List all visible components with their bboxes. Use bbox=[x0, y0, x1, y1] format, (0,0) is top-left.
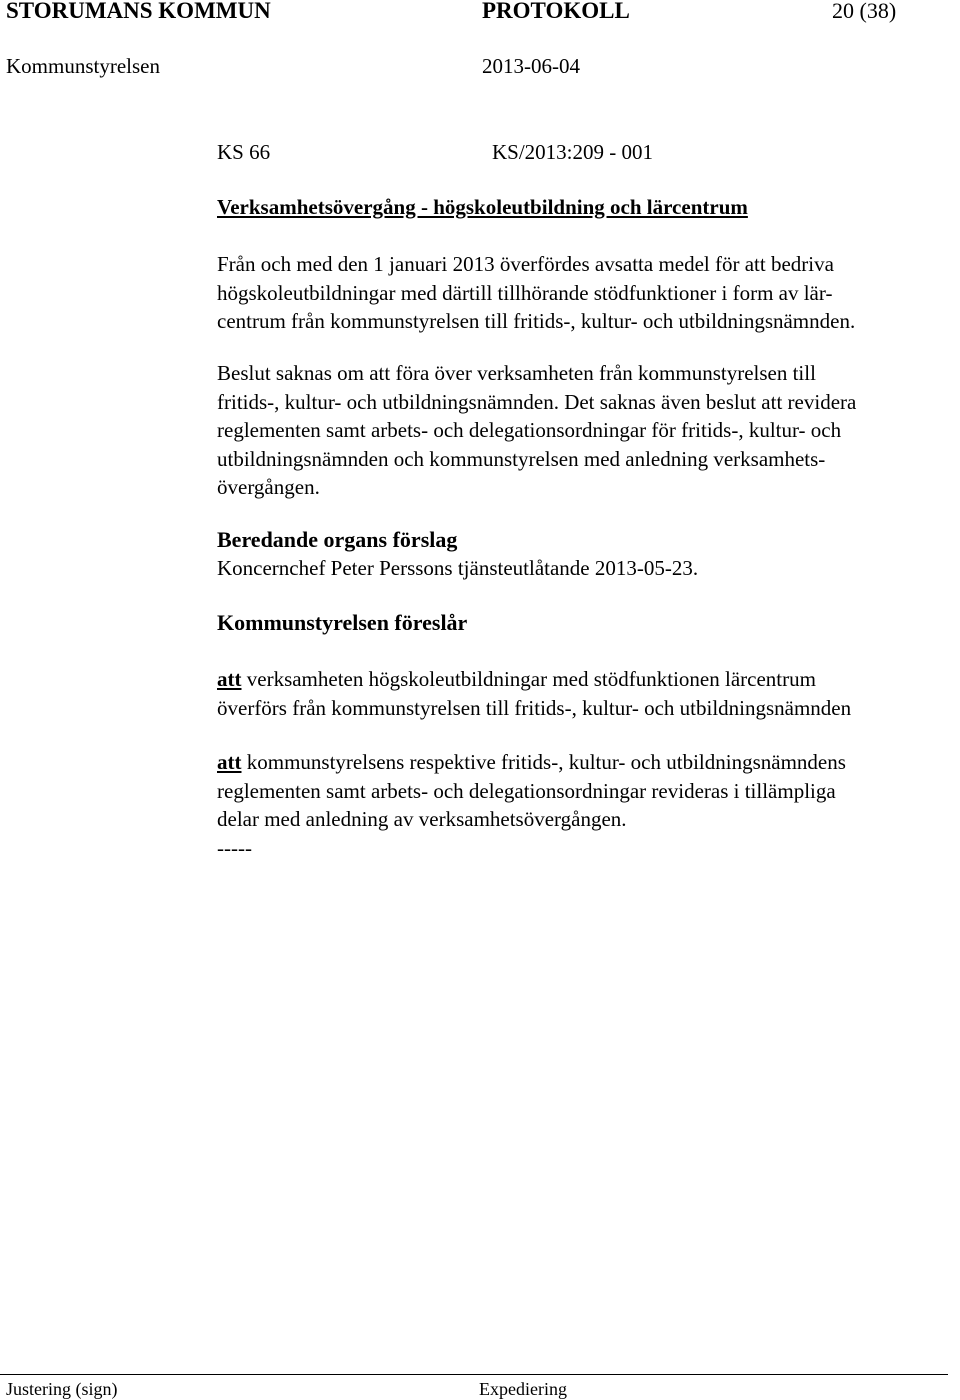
decision-item-2 bbox=[217, 748, 947, 862]
case-number: KS 66 bbox=[217, 140, 271, 164]
case-title: Verksamhetsövergång - högskoleutbildning och lärcentrum bbox=[217, 195, 748, 219]
case-reference: KS/2013:209 - 001 bbox=[492, 140, 654, 164]
decision-line: reglementen samt arbets- och delegationsordningar revideras i tillämpliga bbox=[217, 778, 836, 803]
paragraph-line: Från och med den 1 januari 2013 överfördes avsatta medel för att bedriva bbox=[217, 252, 834, 276]
proposal-heading: Beredande organs förslag bbox=[217, 527, 458, 552]
paragraph-line: fritids-, kultur- och utbildningsnämnden. Det saknas även beslut att revidera bbox=[217, 389, 857, 414]
footer-justering: Justering (sign) bbox=[6, 1379, 118, 1399]
paragraph-line: reglementen samt arbets- och delegationsordningar för fritids-, kultur- och bbox=[217, 418, 842, 442]
decision-line: kommunstyrelsens respektive fritids-, kultur- och utbildningsnämndens bbox=[241, 750, 846, 774]
att-keyword: att bbox=[217, 667, 242, 691]
paragraph-line: högskoleutbildningar med därtill tillhörande stödfunktioner i form av lär- bbox=[217, 280, 833, 305]
municipality-name: STORUMANS KOMMUN bbox=[6, 0, 271, 23]
meeting-body: Kommunstyrelsen bbox=[6, 54, 160, 78]
document-type: PROTOKOLL bbox=[482, 0, 630, 23]
paragraph-line: utbildningsnämnden och kommunstyrelsen med anledning verksamhets- bbox=[217, 446, 826, 471]
paragraph-missing-decision bbox=[217, 359, 947, 502]
footer-divider bbox=[0, 1374, 948, 1375]
meeting-date: 2013-06-04 bbox=[482, 54, 580, 78]
paragraph-line: övergången. bbox=[217, 475, 320, 499]
decision-heading: Kommunstyrelsen föreslår bbox=[217, 610, 468, 635]
decision-line: verksamheten högskoleutbildningar med stödfunktionen lärcentrum bbox=[241, 667, 816, 691]
page-number: 20 (38) bbox=[832, 0, 897, 23]
footer-expediering: Expediering bbox=[479, 1379, 567, 1399]
decision-item-1 bbox=[217, 665, 947, 722]
paragraph-line: Beslut saknas om att föra över verksamheten från kommunstyrelsen till bbox=[217, 361, 816, 385]
decision-line: delar med anledning av verksamhetsövergången. bbox=[217, 807, 627, 831]
att-keyword: att bbox=[217, 750, 242, 774]
decision-line: överförs från kommunstyrelsen till fritids-, kultur- och utbildningsnämnden bbox=[217, 695, 852, 720]
end-marker: ----- bbox=[217, 835, 252, 860]
paragraph-line: centrum från kommunstyrelsen till fritids-, kultur- och utbildningsnämnden. bbox=[217, 309, 856, 333]
paragraph-background bbox=[217, 250, 947, 336]
proposal-text: Koncernchef Peter Perssons tjänsteutlåtande 2013-05-23. bbox=[217, 556, 699, 580]
